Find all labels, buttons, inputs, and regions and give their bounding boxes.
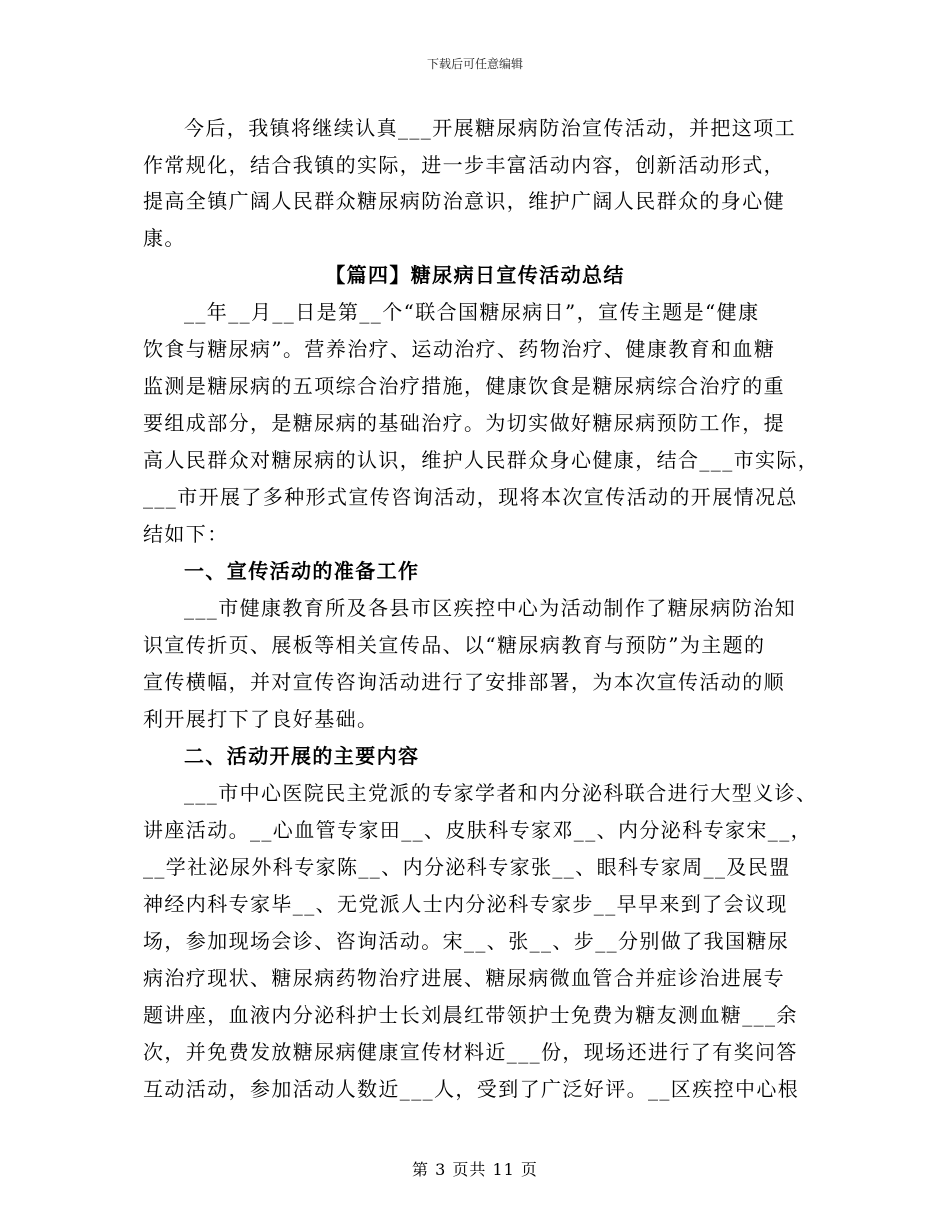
paragraph-line: ___市开展了多种形式宣传咨询活动，现将本次宣传活动的开展情况总 [143, 485, 798, 509]
paragraph-line: 互动活动，参加活动人数近___人，受到了广泛好评。__区疾控中心根 [143, 1077, 800, 1101]
paragraph-line: 监测是糖尿病的五项综合治疗措施，健康饮食是糖尿病综合治疗的重 [143, 374, 785, 398]
paragraph-line: 利开展打下了良好基础。 [143, 707, 379, 731]
header-note: 下载后可任意编辑 [426, 57, 523, 71]
paragraph-line: 场，参加现场会诊、咨询活动。宋__、张__、步__分别做了我国糖尿 [143, 929, 790, 953]
paragraph-line: 今后，我镇将继续认真___开展糖尿病防治宣传活动，并把这项工 [184, 116, 796, 140]
paragraph-line: 识宣传折页、展板等相关宣传品、以“糖尿病教育与预防”为主题的 [143, 633, 766, 657]
paragraph-line: ___市中心医院民主党派的专家学者和内分泌科联合进行大型义诊、 [184, 781, 818, 805]
paragraph-line: 次，并免费发放糖尿病健康宣传材料近___份，现场还进行了有奖问答 [143, 1040, 798, 1064]
paragraph-line: 康。 [143, 226, 186, 250]
paragraph-line: 饮食与糖尿病”。营养治疗、运动治疗、药物治疗、健康教育和血糖 [143, 337, 776, 361]
paragraph-line: 讲座活动。__心血管专家田__、皮肤科专家邓__、内分泌科专家宋__， [143, 818, 812, 842]
paragraph-line: 病治疗现状、糖尿病药物治疗进展、糖尿病微血管合并症诊治进展专 [143, 966, 785, 990]
paragraph-line: 高人民群众对糖尿病的认识，维护人民群众身心健康，结合___市实际， [143, 448, 820, 472]
paragraph-line: 题讲座，血液内分泌科护士长刘晨红带领护士免费为糖友测血糖___余 [143, 1003, 798, 1027]
paragraph-line: 神经内科专家毕__、无党派人士内分泌科专家步__早早来到了会议现 [143, 892, 788, 916]
section-heading: 一、宣传活动的准备工作 [184, 559, 420, 583]
paragraph-line: 要组成部分，是糖尿病的基础治疗。为切实做好糖尿病预防工作，提 [143, 411, 785, 435]
section-title: 【篇四】糖尿病日宣传活动总结 [325, 263, 625, 287]
paragraph-line: 提高全镇广阔人民群众糖尿病防治意识，维护广阔人民群众的身心健 [143, 189, 785, 213]
paragraph-line: __年__月__日是第__个“联合国糖尿病日”，宣传主题是“健康 [184, 300, 760, 324]
section-heading: 二、活动开展的主要内容 [184, 744, 420, 768]
paragraph-line: 结如下： [143, 522, 229, 546]
paragraph-line: __学社泌尿外科专家陈__、内分泌科专家张__、眼科专家周__及民盟 [143, 855, 791, 879]
page-number: 第 3 页共 11 页 [412, 1160, 538, 1179]
paragraph-line: 宣传横幅，并对宣传咨询活动进行了安排部署，为本次宣传活动的顺 [143, 670, 785, 694]
paragraph-line: ___市健康教育所及各县市区疾控中心为活动制作了糖尿病防治知 [184, 596, 796, 620]
paragraph-line: 作常规化，结合我镇的实际，进一步丰富活动内容，创新活动形式， [143, 153, 785, 177]
